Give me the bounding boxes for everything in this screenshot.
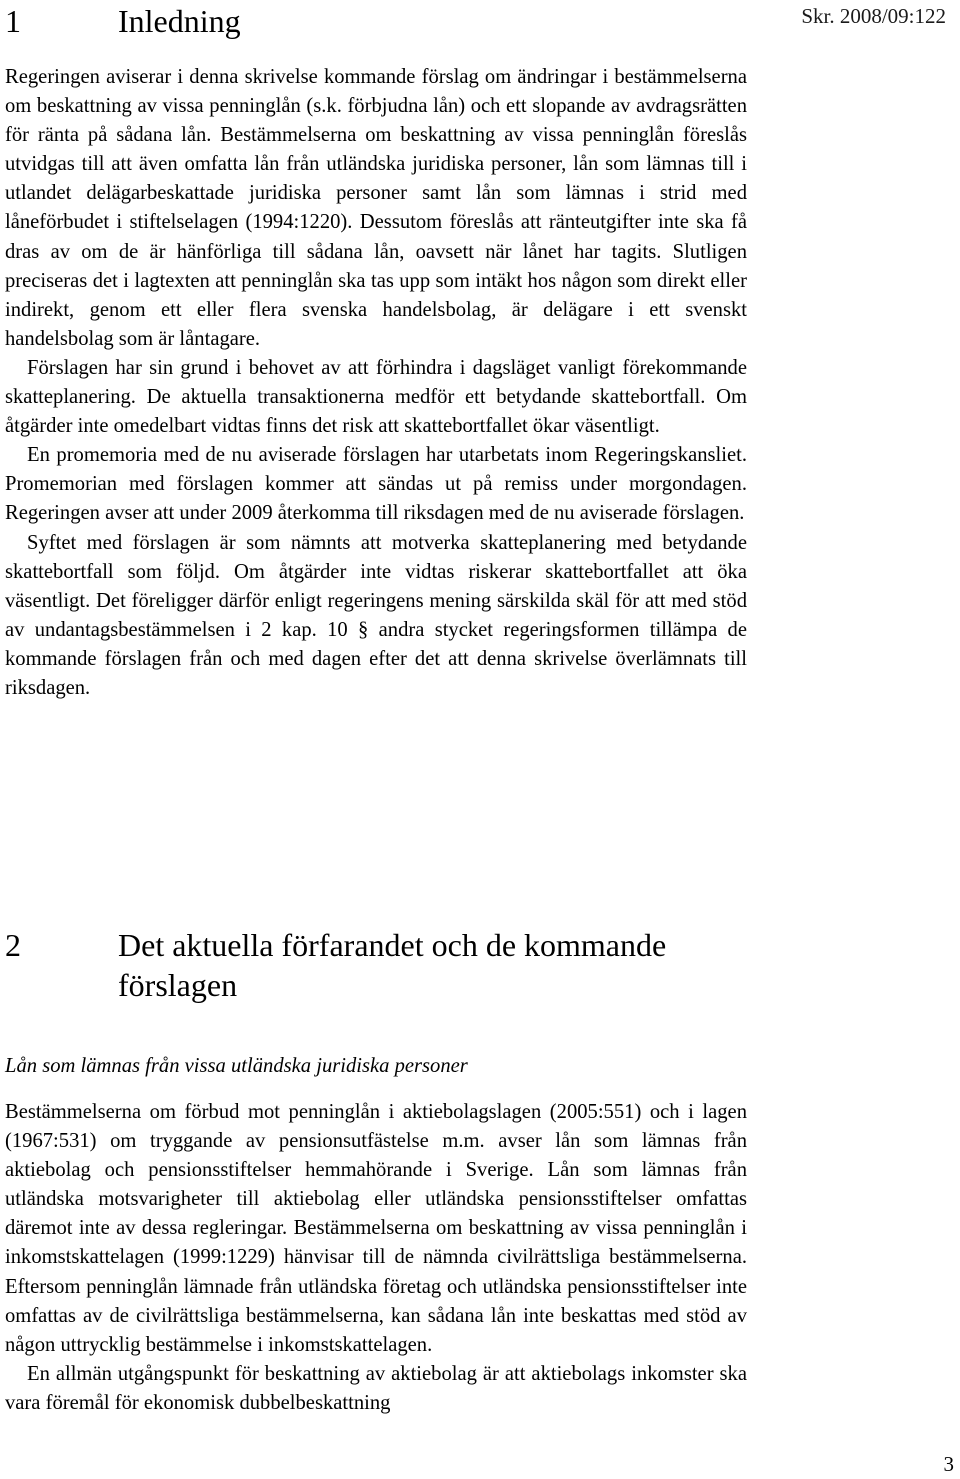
- section-title: Det aktuella förfarandet och de kommande förslagen: [118, 927, 667, 1003]
- section-heading-2: [5, 925, 738, 1005]
- paragraph: Förslagen har sin grund i behovet av att förhindra i dagsläget vanligt förekommande skatteplanering. De aktuella transaktionerna medför ett betydande skattebortfall. Om åtgärder inte omedelbart vidtas finns det risk att skattebortfallet ökar väsentligt.: [5, 356, 747, 438]
- paragraph: Regeringen aviserar i denna skrivelse kommande förslag om ändringar i bestämmelserna om beskattning av vissa penninglån (s.k. förbjudna lån) och ett slopande av avdragsrätten för ränta på sådana lån. Bestämmelserna om beskattning av vissa penninglån föreslås utvidgas till att även omfatta lån från utländska juridiska personer, lån som lämnas till i utlandet delägarbeskattade juridiska personer samt lån som lämnas i strid med låneförbudet i stiftelselagen (1994:1220). Dessutom föreslås att ränteutgifter inte ska få dras av om de är hänförliga till sådana lån, oavsett när lånet har tagits. Slutligen preciseras det i lagtexten att penninglån ska tas upp som intäkt hos någon som direkt eller indirekt, genom ett eller flera svenska handelsbolag, är delägare i ett svenskt handelsbolag som är låntagare.: [5, 66, 747, 350]
- subsection-heading: Lån som lämnas från vissa utländska juridiska personer: [5, 1055, 468, 1077]
- paragraph: En allmän utgångspunkt för beskattning av aktiebolag är att aktiebolags inkomster ska vara föremål för ekonomisk dubbelbeskattning: [5, 1362, 747, 1414]
- section-1-body: [5, 63, 747, 703]
- section-title: Inledning: [118, 3, 241, 39]
- page-number: 3: [943, 1452, 954, 1476]
- section-2-body: [5, 1098, 747, 1418]
- paragraph: Syftet med förslagen är som nämnts att motverka skatteplanering med betydande skattebortfall som följd. Om åtgärder inte vidtas riskerar skattebortfallet att öka väsentligt. Det föreligger därför enligt regeringens mening särskilda skäl för att med stöd av undantagsbestämmelsen i 2 kap. 10 § andra stycket regeringsformen tillämpa de kommande förslagen från och med dagen efter det att denna skrivelse överlämnats till riksdagen.: [5, 531, 747, 699]
- section-number: 2: [5, 927, 21, 963]
- section-heading-1: [5, 1, 738, 41]
- paragraph: En promemoria med de nu aviserade förslagen har utarbetats inom Regeringskansliet. Promemorian med förslagen kommer att sändas ut på remiss under morgondagen. Regeringen avser att under 2009 återkomma till riksdagen med de nu aviserade förslagen.: [5, 444, 747, 525]
- section-number: 1: [5, 3, 21, 39]
- paragraph: Bestämmelserna om förbud mot penninglån i aktiebolagslagen (2005:551) och i lagen (1967:531) om tryggande av pensionsutfästelse m.m. avser lån som lämnas från aktiebolag och pensionsstiftelser hemmahörande i Sverige. Lån som lämnas från utländska motsvarigheter till aktiebolag eller utländska pensionsstiftelser omfattas däremot inte av dessa regleringar. Bestämmelserna om beskattning av vissa penninglån i inkomstskattelagen (1999:1229) hänvisar till de nämnda civilrättsliga bestämmelserna. Eftersom penninglån lämnade från utländska företag och utländska pensionsstiftelser inte omfattas av de civilrättsliga bestämmelserna, kan sådana lån inte beskattas med stöd av någon uttrycklig bestämmelse i inkomstskattelagen.: [5, 1101, 747, 1356]
- document-reference: Skr. 2008/09:122: [801, 4, 946, 28]
